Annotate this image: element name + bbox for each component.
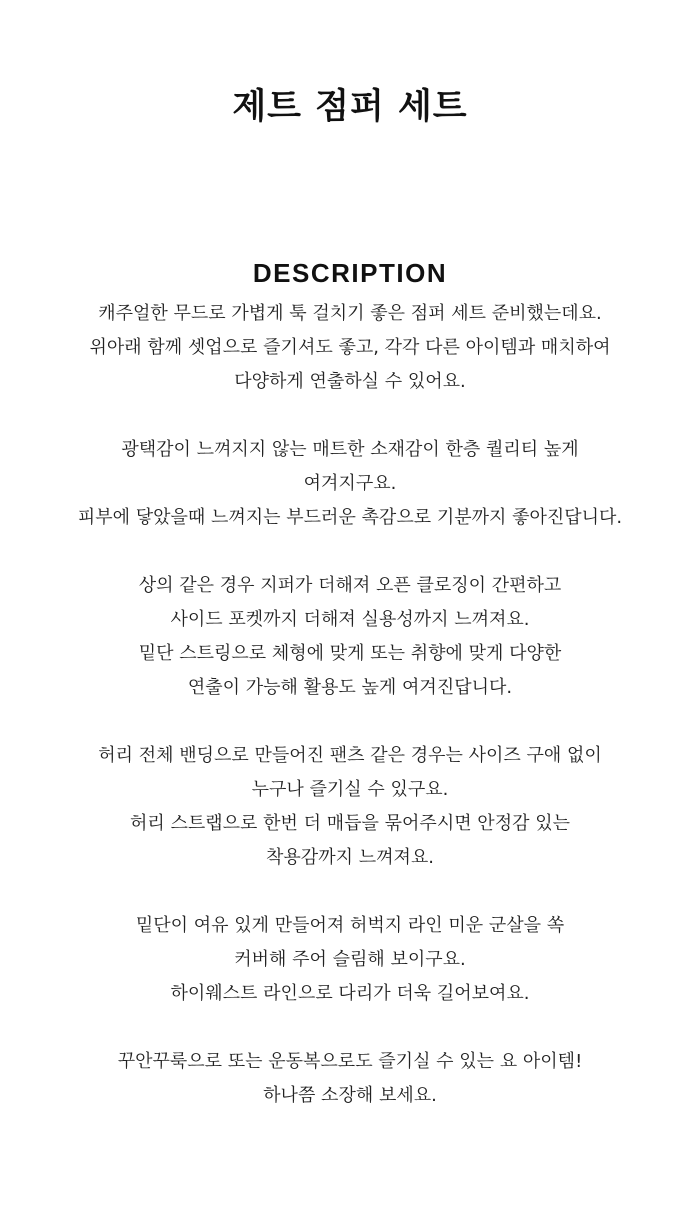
description-paragraph-2 — [20, 433, 680, 535]
description-body — [20, 297, 680, 1113]
description-heading: DESCRIPTION — [252, 257, 448, 288]
description-line: 허리 스트랩으로 한번 더 매듭을 묶어주시면 안정감 있는 — [130, 813, 570, 834]
description-line: 다양하게 연출하실 수 있어요. — [234, 371, 466, 392]
description-line: 허리 전체 밴딩으로 만들어진 팬츠 같은 경우는 사이즈 구애 없이 — [98, 745, 602, 766]
description-line: 피부에 닿았을때 느껴지는 부드러운 촉감으로 기분까지 좋아진답니다. — [77, 507, 623, 528]
description-paragraph-1 — [20, 297, 680, 399]
description-line: 커버해 주어 슬림해 보이구요. — [234, 949, 466, 970]
description-line: 캐주얼한 무드로 가볍게 툭 걸치기 좋은 점퍼 세트 준비했는데요. — [98, 303, 602, 324]
description-line: 연출이 가능해 활용도 높게 여겨진답니다. — [187, 677, 513, 698]
description-paragraph-5 — [20, 909, 680, 1011]
description-line: 상의 같은 경우 지퍼가 더해져 오픈 클로징이 간편하고 — [138, 575, 562, 596]
description-line: 밑단 스트링으로 체형에 맞게 또는 취향에 맞게 다양한 — [138, 643, 562, 664]
description-line: 착용감까지 느껴져요. — [266, 847, 434, 868]
description-line: 사이드 포켓까지 더해져 실용성까지 느껴져요. — [170, 609, 530, 630]
description-line: 광택감이 느껴지지 않는 매트한 소재감이 한층 퀄리티 높게 — [121, 439, 579, 460]
product-title: 제트 점퍼 세트 — [232, 87, 468, 128]
description-line: 꾸안꾸룩으로 또는 운동복으로도 즐기실 수 있는 요 아이템! — [117, 1051, 583, 1072]
description-paragraph-6 — [20, 1045, 680, 1113]
description-line: 하이웨스트 라인으로 다리가 더욱 길어보여요. — [170, 983, 530, 1004]
description-paragraph-4 — [20, 739, 680, 875]
description-line: 위아래 함께 셋업으로 즐기셔도 좋고, 각각 다른 아이템과 매치하여 — [89, 337, 611, 358]
description-line: 밑단이 여유 있게 만들어져 허벅지 라인 미운 군살을 쏙 — [135, 915, 565, 936]
description-paragraph-3 — [20, 569, 680, 705]
description-line: 누구나 즐기실 수 있구요. — [251, 779, 449, 800]
description-line: 하나쯤 소장해 보세요. — [263, 1085, 437, 1106]
description-line: 여겨지구요. — [303, 473, 397, 494]
